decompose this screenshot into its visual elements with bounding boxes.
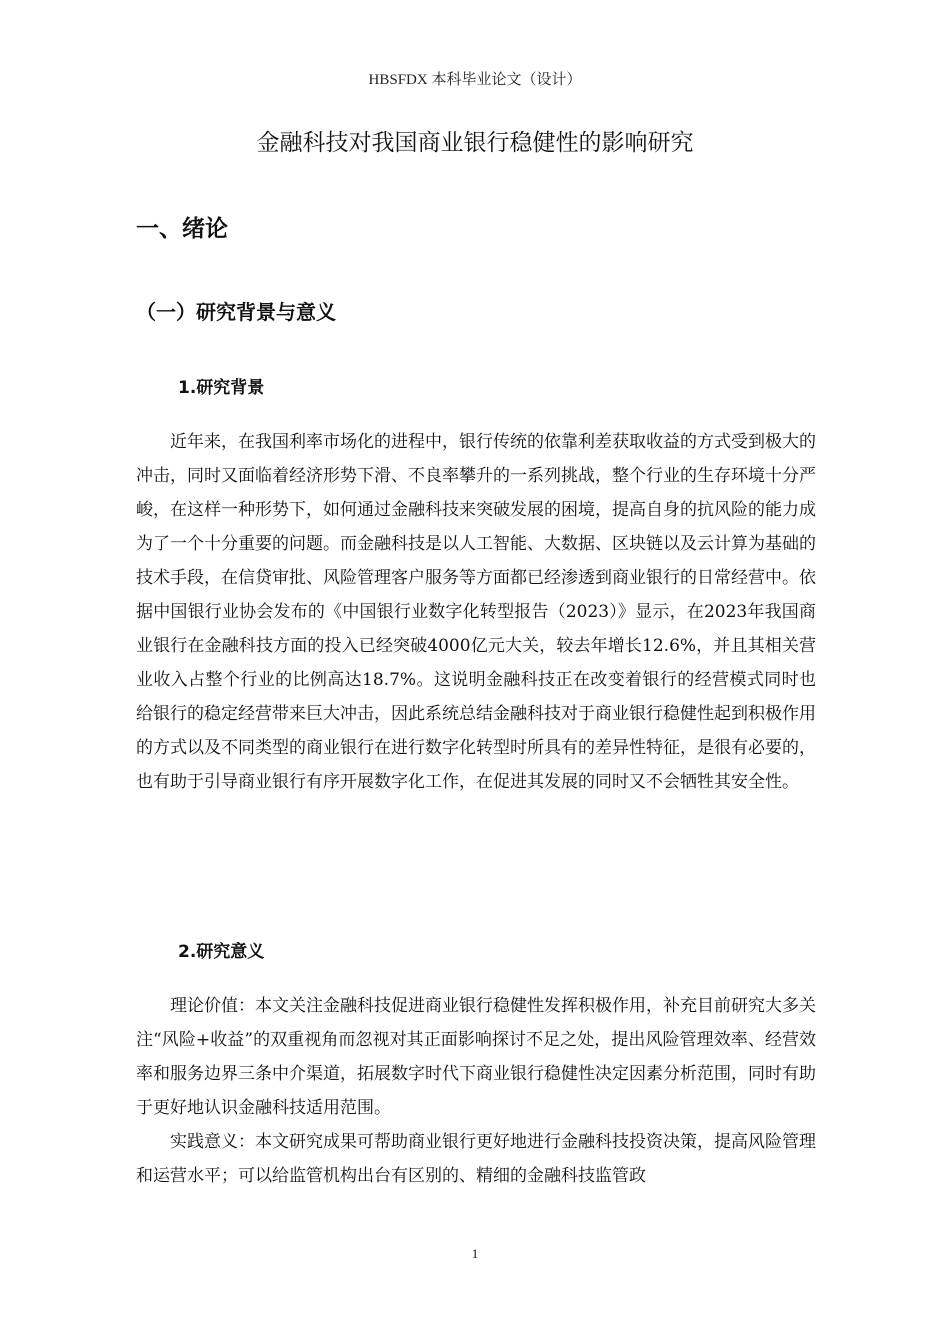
running-header: HBSFDX 本科毕业论文（设计） (368, 72, 582, 88)
heading-research-background: 1.研究背景 (178, 378, 265, 398)
subsection-heading-background-significance: （一）研究背景与意义 (136, 300, 336, 324)
paragraph-research-background: 近年来，在我国利率市场化的进程中，银行传统的依靠利差获取收益的方式受到极大的冲击，同时又面临着经济形势下滑、不良率攀升的一系列挑战，整个行业的生存环境十分严峻，在这样一种形势下，如何通过金融科技来突破发展的困境，提高自身的抗风险的能力成为了一个十分重要的问题。而金融科技是以人工智能、大数据、区块链以及云计算为基础的技术手段，在信贷审批、风险管理客户服务等方面都已经渗透到商业银行的日常经营中。依据中国银行业协会发布的《中国银行业数字化转型报告（2023）》显示，在2023年我国商业银行在金融科技方面的投入已经突破4000亿元大关，较去年增长12.6%，并且其相关营业收入占整个行业的比例高达18.7%。这说明金融科技正在改变着银行的经营模式同时也给银行的稳定经营带来巨大冲击，因此系统总结金融科技对于商业银行稳健性起到积极作用的方式以及不同类型的商业银行在进行数字化转型时所具有的差异性特征，是很有必要的，也有助于引导商业银行有序开展数字化工作，在促进其发展的同时又不会牺牲其安全性。 (136, 432, 816, 792)
heading-research-significance: 2.研究意义 (178, 942, 265, 962)
section-heading-introduction: 一、绪论 (136, 216, 228, 242)
paragraph-practical-significance: 实践意义：本文研究成果可帮助商业银行更好地进行金融科技投资决策，提高风险管理和运营水平；可以给监管机构出台有区别的、精细的金融科技监管政 (136, 1132, 816, 1186)
paragraph-theoretical-value: 理论价值：本文关注金融科技促进商业银行稳健性发挥积极作用，补充目前研究大多关注“风险+收益”的双重视角而忽视对其正面影响探讨不足之处，提出风险管理效率、经营效率和服务边界三条中介渠道，拓展数字时代下商业银行稳健性决定因素分析范围，同时有助于更好地认识金融科技适用范围。 (136, 996, 816, 1118)
paper-title: 金融科技对我国商业银行稳健性的影响研究 (256, 130, 694, 156)
page-number: 1 (471, 1246, 479, 1261)
